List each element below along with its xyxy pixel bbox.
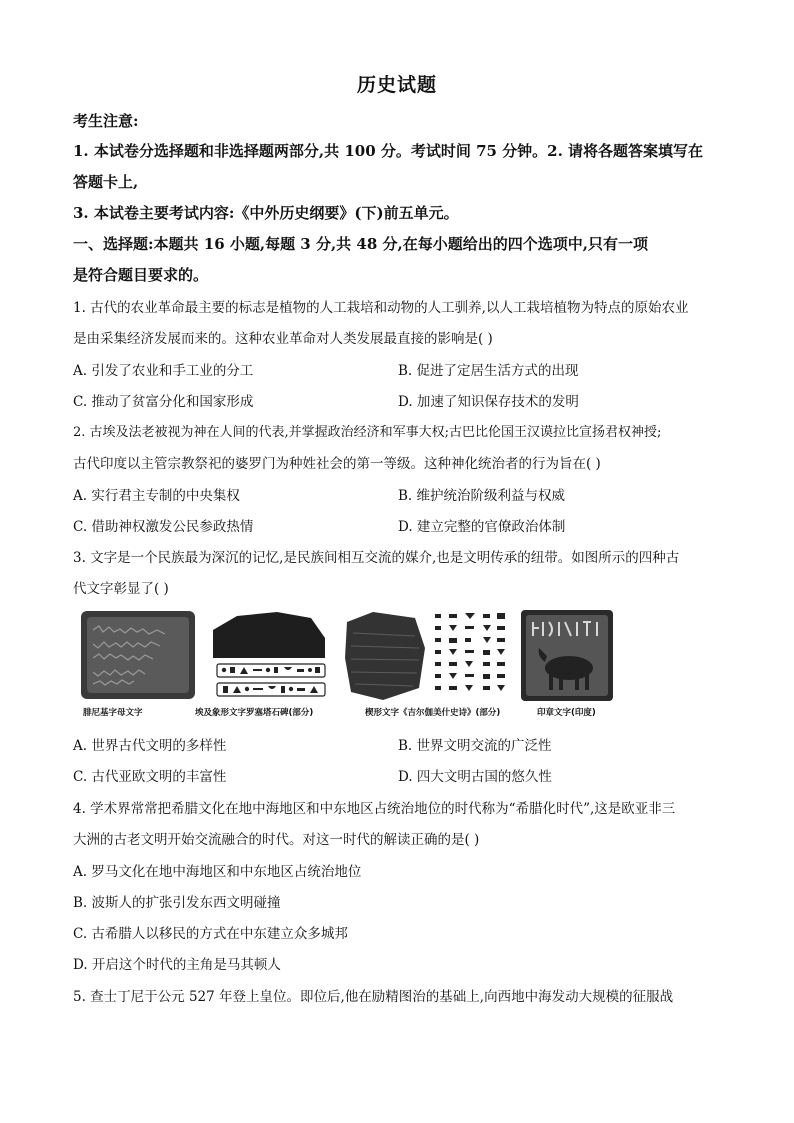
- q2-stem-cont: 古代印度以主管宗教祭祀的婆罗门为种姓社会的第一等级。这种神化统治者的行为旨在( ): [73, 456, 601, 472]
- q2-option-a[interactable]: A. 实行君主专制的中央集权: [73, 488, 240, 504]
- indus-seal-image: [519, 608, 615, 703]
- phoenician-tablet-image: [79, 608, 197, 703]
- section-heading: 一、选择题:本题共 16 小题,每题 3 分,共 48 分,在每小题给出的四个选项中,只有一项: [73, 235, 648, 253]
- figure-caption-phoenician: 腓尼基字母文字: [83, 708, 143, 718]
- q3-stem: 3. 文字是一个民族最为深沉的记忆,是民族间相互交流的媒介,也是文明传承的纽带。如图所示的四种古: [73, 550, 680, 566]
- cuneiform-tablet-image: [343, 608, 513, 703]
- q1-stem: 1. 古代的农业革命最主要的标志是植物的人工栽培和动物的人工驯养,以人工栽培植物为特点的原始农业: [73, 300, 689, 316]
- q2-option-d[interactable]: D. 建立完整的官僚政治体制: [398, 519, 566, 535]
- q2-stem: 2. 古埃及法老被视为神在人间的代表,并掌握政治经济和军事大权;古巴比伦国王汉谟拉比宣扬君权神授;: [73, 425, 662, 440]
- q3-option-d[interactable]: D. 四大文明古国的悠久性: [398, 769, 552, 785]
- q4-stem: 4. 学术界常常把希腊文化在地中海地区和中东地区占统治地位的时代称为“希腊化时代”,这是欧亚非三: [73, 801, 676, 817]
- notice-item-3: 3. 本试卷主要考试内容:《中外历史纲要》(下)前五单元。: [73, 204, 459, 222]
- q4-option-c[interactable]: C. 古希腊人以移民的方式在中东建立众多城邦: [73, 926, 348, 942]
- q2-option-c[interactable]: C. 借助神权激发公民参政热情: [73, 519, 254, 535]
- q1-option-d[interactable]: D. 加速了知识保存技术的发明: [398, 394, 579, 410]
- q4-option-b[interactable]: B. 波斯人的扩张引发东西文明碰撞: [73, 895, 281, 911]
- q5-stem: 5. 查士丁尼于公元 527 年登上皇位。即位后,他在励精图治的基础上,向西地中海发动大规模的征服战: [73, 989, 674, 1005]
- figure-caption-rosetta: 埃及象形文字罗塞塔石碑(部分): [195, 708, 314, 718]
- ancient-scripts-figure: [73, 608, 623, 723]
- q1-option-a[interactable]: A. 引发了农业和手工业的分工: [73, 363, 254, 379]
- q1-stem-cont: 是由采集经济发展而来的。这种农业革命对人类发展最直接的影响是( ): [73, 331, 493, 347]
- section-heading-cont: 是符合题目要求的。: [73, 266, 209, 284]
- notice-item-1: 1. 本试卷分选择题和非选择题两部分,共 100 分。考试时间 75 分钟。2. 请将各题答案填写在: [73, 142, 704, 160]
- q1-option-c[interactable]: C. 推动了贫富分化和国家形成: [73, 394, 254, 410]
- figure-caption-indus-seal: 印章文字(印度): [537, 708, 596, 718]
- notice-item-1-cont: 答题卡上,: [73, 173, 139, 191]
- q3-option-a[interactable]: A. 世界古代文明的多样性: [73, 738, 227, 754]
- notice-heading: 考生注意:: [73, 112, 139, 130]
- q4-option-d[interactable]: D. 开启这个时代的主角是马其顿人: [73, 957, 281, 973]
- q4-option-a[interactable]: A. 罗马文化在地中海地区和中东地区占统治地位: [73, 864, 362, 880]
- q3-stem-cont: 代文字彰显了( ): [73, 581, 169, 597]
- figure-caption-cuneiform: 楔形文字《吉尔伽美什史诗》(部分): [365, 708, 501, 718]
- rosetta-stone-image: [207, 608, 332, 703]
- page-title: 历史试题: [356, 74, 437, 96]
- q4-stem-cont: 大洲的古老文明开始交流融合的时代。对这一时代的解读正确的是( ): [73, 832, 480, 848]
- q3-option-c[interactable]: C. 古代亚欧文明的丰富性: [73, 769, 227, 785]
- q3-option-b[interactable]: B. 世界文明交流的广泛性: [398, 738, 552, 754]
- q1-option-b[interactable]: B. 促进了定居生活方式的出现: [398, 363, 579, 379]
- q2-option-b[interactable]: B. 维护统治阶级利益与权威: [398, 488, 566, 504]
